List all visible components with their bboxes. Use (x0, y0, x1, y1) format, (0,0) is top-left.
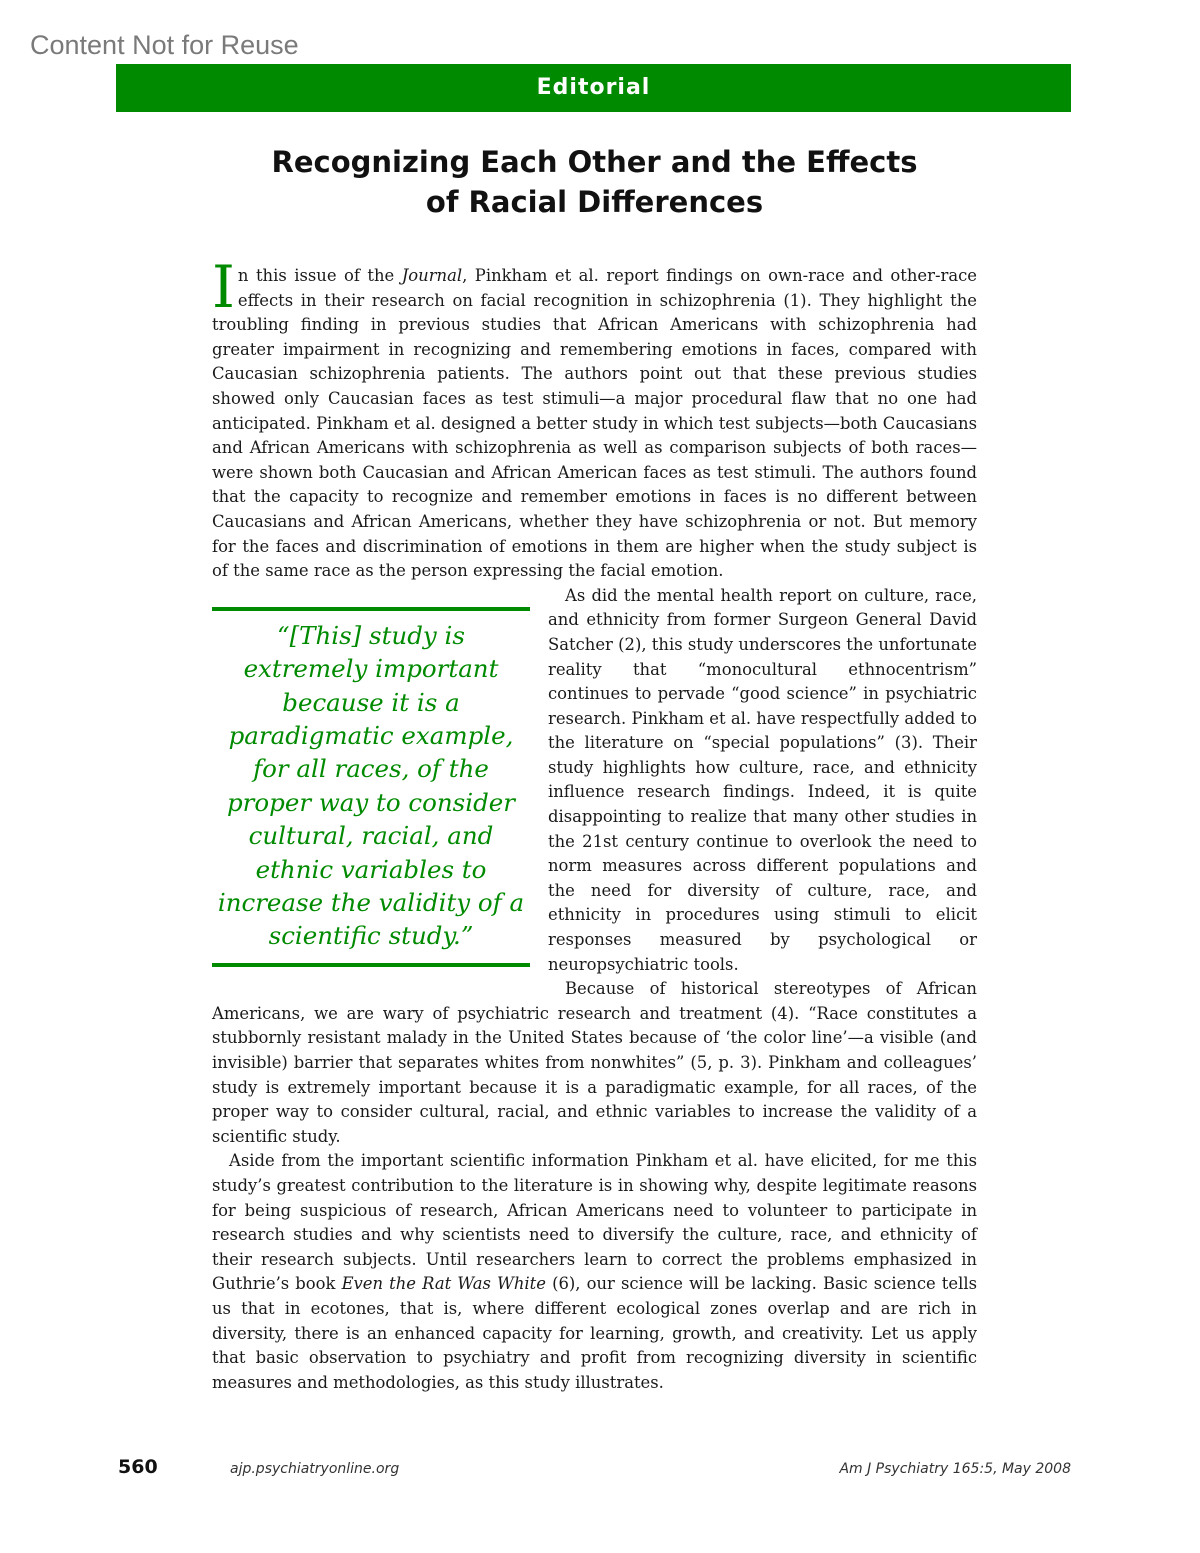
paragraph-1 (212, 253, 977, 584)
article-title (212, 142, 977, 222)
paragraph-2: As did the mental health report on culture, race, and ethnicity from former Surgeon General David Satcher (2), this study underscores the unfortunate reality that “monocultural ethnocentrism” continues to pervade “good science” in psychiatric research. Pinkham et al. have respectfully added to the literature on “special populations” (3). Their study highlights how culture, race, and ethnicity influence research findings. Indeed, it is quite disappointing to realize that many other studies in the 21st century continue to overlook the need to norm measures across different populations and the need for diversity of culture, race, and ethnicity in procedures using stimuli to elicit responses measured by psychological or neuropsychiatric tools. (548, 585, 977, 974)
book-title-italic: Even the Rat Was White (341, 1274, 546, 1294)
paragraph-1-text-b: , Pinkham et al. report findings on own-race and other-race effects in their research on facial recognition in schizophrenia (1). They highlight the troubling finding in previous studies that African Americans with schizophrenia had greater impairment in recognizing and remembering emotions in faces, compared with Caucasian schizophrenia patients. The authors point out that these previous studies showed only Caucasian faces as test stimuli—a major procedural flaw that no one had anticipated. Pinkham et al. designed a better study in which test subjects—both Caucasians and African Americans with schizophrenia as well as comparison subjects of both races—were shown both Caucasian and African American faces as test stimuli. The authors found that the capacity to recognize and remember emotions in faces is no different between Caucasians and African Americans, whether they have schizophrenia or not. But memory for the faces and discrimination of emotions in them are higher when the study subject is of the same race as the person expressing the facial emotion. (212, 266, 977, 581)
article-body (212, 253, 977, 1395)
website-link[interactable]: ajp.psychiatryonline.org (230, 1461, 400, 1477)
paragraph-4-text-a: Aside from the important scientific information Pinkham et al. have elicited, for me this study’s greatest contribution to the literature is in showing why, despite legitimate reasons for being suspicious of research, African Americans need to volunteer to participate in research studies and why scientists need to diversify the culture, race, and ethnicity of their research subjects. Until researchers learn to correct the problems emphasized in Guthrie’s book (212, 1151, 977, 1294)
paragraph-4 (212, 1149, 977, 1395)
journal-citation: Am J Psychiatry 165:5, May 2008 (839, 1461, 1071, 1477)
article-title-line-1: Recognizing Each Other and the Effects (271, 145, 918, 179)
section-banner: Editorial (116, 64, 1071, 112)
page-number: 560 (118, 1456, 158, 1478)
pull-quote: “[This] study is extremely important because it is a paradigmatic example, for all races, of the proper way to consider cultural, racial, and ethnic variables to increase the validity of a scientific study.” (212, 607, 530, 967)
watermark-text: Content Not for Reuse (30, 30, 299, 60)
article-title-line-2: of Racial Differences (425, 185, 764, 219)
drop-cap: I (212, 253, 235, 321)
page-footer (118, 1456, 1071, 1484)
paragraph-3: Because of historical stereotypes of African Americans, we are wary of psychiatric research and treatment (4). “Race constitutes a stubbornly resistant malady in the United States because of ‘the color line’—a visible (and invisible) barrier that separates whites from nonwhites” (5, p. 3). Pinkham and colleagues’ study is extremely important because it is a paradigmatic example, for all races, of the proper way to consider cultural, racial, and ethnic variables to increase the validity of a scientific study. (212, 979, 977, 1146)
paragraph-4-text-b: (6), our science will be lacking. Basic science tells us that in ecotones, that is, where different ecological zones overlap and are rich in diversity, there is an enhanced capacity for learning, growth, and creativity. Let us apply that basic observation to psychiatry and profit from recognizing diversity in scientific measures and methodologies, as this study illustrates. (212, 1274, 977, 1392)
journal-italic: Journal (401, 266, 463, 285)
paragraph-1-text-a: n this issue of the (237, 266, 402, 285)
